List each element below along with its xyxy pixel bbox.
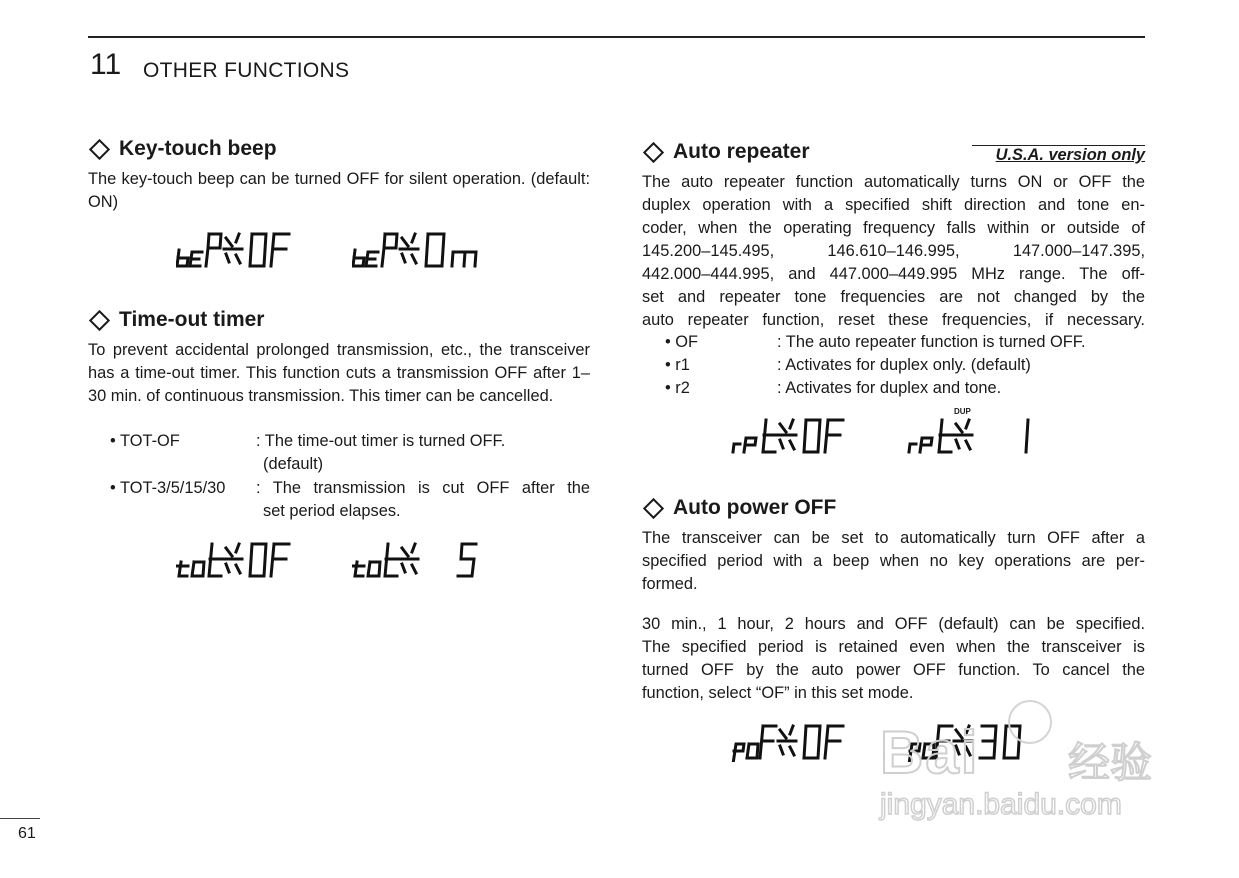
watermark-cn: 经验 [1068,739,1153,786]
lcd-tot-5 [352,538,482,580]
top-rule [88,36,1145,38]
option-value: : Activates for duplex and tone. [777,379,1002,397]
option-key: • OF [665,333,699,351]
body-line: auto repeater function, reset these frequencies, if necessary. [642,311,1145,329]
option-value-cont: (default) [263,455,324,473]
body-line: 442.000–444.995, and 447.000–449.995 MHz range. The off- [642,265,1145,283]
key-touch-beep-text: The key-touch beep can be turned OFF for silent operation. (default: ON) [88,170,590,211]
option-value: : The time-out timer is turned OFF. [256,432,506,450]
usa-version-badge: U.S.A. version only [995,146,1145,164]
body-line: 30 min., 1 hour, 2 hours and OFF (default) can be specified. [642,615,1145,633]
body-line: function, select “OF” in this set mode. [642,684,914,702]
lcd-display-icon [176,538,306,580]
chapter-number: 11 [90,48,122,81]
lcd-display-icon [352,538,482,580]
body-line: The specified period is retained even when the transceiver is [642,638,1145,656]
page-number: 61 [18,825,36,842]
baidu-watermark [880,700,1170,830]
lcd-rpt-1 [906,407,1036,456]
time-out-timer-text: To prevent accidental prolonged transmission, etc., the transceiver has a time-out timer. This function cuts a transmission OFF after 1–30 min. of continuous transmission. This timer can be cancelled. [88,341,590,405]
auto-repeater-heading [642,140,810,164]
body-line: The auto repeater function automatically turns ON or OFF the [642,173,1145,191]
tot-option-off [110,430,590,476]
key-touch-beep-title: Key-touch beep [119,137,277,160]
diamond-bullet-icon [643,497,664,518]
body-line: 145.200–145.495, 146.610–146.995, 147.000–147.395, [642,242,1145,260]
time-out-timer-title: Time-out timer [119,308,265,331]
bottom-rule [0,818,40,819]
lcd-tot-off [176,538,306,580]
key-touch-beep-heading [88,137,277,161]
paw-logo-icon [1008,700,1052,744]
lcd-beep-on [352,228,482,270]
watermark-brand: Bai [880,719,980,786]
rpt-option-off [665,331,1145,354]
auto-power-off-heading [642,496,836,520]
time-out-timer-heading [88,308,264,332]
diamond-bullet-icon [89,138,110,159]
auto-power-off-title: Auto power OFF [673,496,837,519]
body-line: formed. [642,575,698,593]
auto-power-off-body-2 [642,613,1145,705]
body-line: turned OFF by the auto power OFF function. To cancel the [642,661,1145,679]
auto-repeater-body [642,171,1145,332]
lcd-display-icon [906,407,1036,456]
rpt-option-r2 [665,377,1145,400]
time-out-timer-body [88,339,590,408]
lcd-pof-off [730,720,860,762]
option-value-cont: set period elapses. [263,502,401,520]
tot-option-period [110,477,590,523]
option-key: • TOT-OF [110,432,180,450]
body-line: coder, when the operating frequency falls within or outside of [642,219,1145,237]
body-line: set and repeater tone frequencies are not changed by the [642,288,1145,306]
body-line: duplex operation with a specified shift direction and tone en- [642,196,1145,214]
option-value: : Activates for duplex only. (default) [777,356,1031,374]
auto-power-off-body-1 [642,527,1145,596]
key-touch-beep-body [88,168,590,214]
diamond-bullet-icon [89,309,110,330]
lcd-display-icon [352,228,482,270]
lcd-beep-off [176,228,306,270]
auto-repeater-title: Auto repeater [673,140,810,163]
option-key: • r2 [665,379,690,397]
lcd-display-icon [730,414,860,456]
body-line: specified period with a beep when no key operations are per- [642,552,1145,570]
body-line: The transceiver can be set to automatically turn OFF after a [642,529,1145,547]
lcd-display-icon [176,228,306,270]
option-key: • r1 [665,356,690,374]
watermark-url: jingyan.baidu.com [880,788,1122,821]
chapter-title: OTHER FUNCTIONS [143,59,350,82]
option-key: • TOT-3/5/15/30 [110,479,226,497]
dup-indicator: DUP [954,407,971,416]
lcd-rpt-off [730,414,860,456]
rpt-option-r1 [665,354,1145,377]
option-value: : The auto repeater function is turned OFF. [777,333,1086,351]
option-value: : The transmission is cut OFF after the [256,479,590,497]
lcd-display-icon [730,720,860,762]
diamond-bullet-icon [643,141,664,162]
